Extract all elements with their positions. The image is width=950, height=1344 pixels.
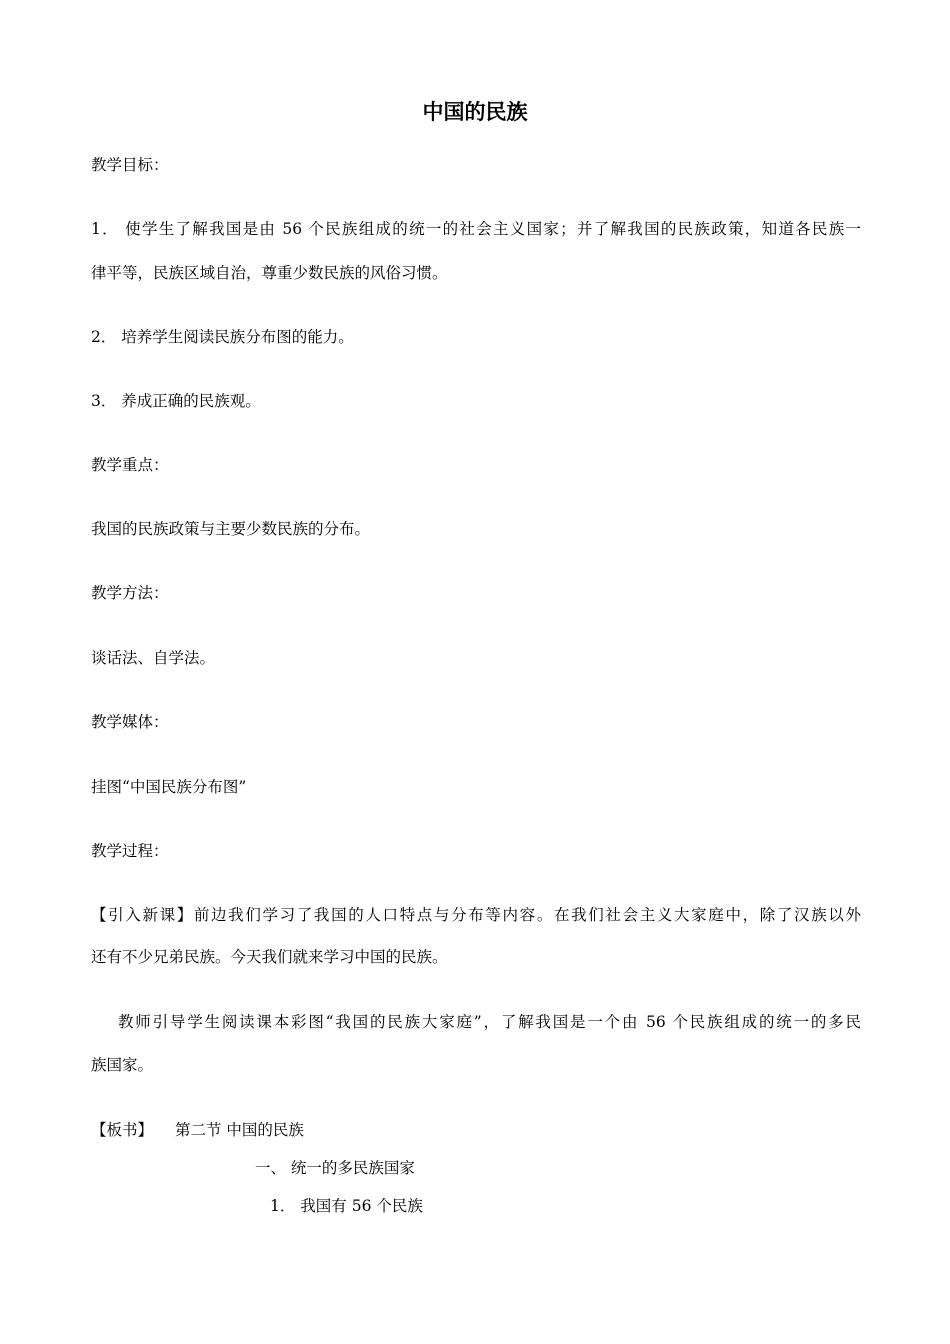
intro-line-1: 【引入新课】前边我们学习了我国的人口特点与分布等内容。在我们社会主义大家庭中，除了汉族以外 bbox=[91, 906, 861, 924]
guide-line-2: 族国家。 bbox=[91, 1056, 154, 1074]
objective-1-line-1: 1． 使学生了解我国是由 56 个民族组成的统一的社会主义国家；并了解我国的民族政策，知道各民族一 bbox=[91, 220, 861, 238]
methods-text: 谈话法、自学法。 bbox=[91, 649, 216, 667]
methods-heading: 教学方法： bbox=[91, 584, 169, 602]
key-points-text: 我国的民族政策与主要少数民族的分布。 bbox=[91, 520, 371, 538]
page-title: 中国的民族 bbox=[422, 100, 528, 124]
media-text: 挂图“中国民族分布图” bbox=[91, 778, 247, 796]
objective-1-line-2: 律平等，民族区域自治，尊重少数民族的风俗习惯。 bbox=[91, 264, 448, 282]
guide-line-1: 教师引导学生阅读课本彩图“我国的民族大家庭”，了解我国是一个由 56 个民族组成的统一的多民 bbox=[118, 1013, 861, 1031]
objective-3: 3． 养成正确的民族观。 bbox=[91, 392, 261, 410]
board-item-1: 1． 我国有 56 个民族 bbox=[270, 1197, 423, 1215]
objectives-heading: 教学目标： bbox=[91, 156, 169, 174]
board-label: 【板书】 bbox=[91, 1121, 154, 1139]
process-heading: 教学过程： bbox=[91, 842, 169, 860]
objective-2: 2． 培养学生阅读民族分布图的能力。 bbox=[91, 328, 354, 346]
intro-line-2: 还有不少兄弟民族。今天我们就来学习中国的民族。 bbox=[91, 948, 448, 966]
key-points-heading: 教学重点： bbox=[91, 456, 169, 474]
media-heading: 教学媒体： bbox=[91, 713, 169, 731]
board-heading-1: 一、 统一的多民族国家 bbox=[255, 1159, 415, 1177]
board-section-title: 第二节 中国的民族 bbox=[175, 1121, 304, 1139]
